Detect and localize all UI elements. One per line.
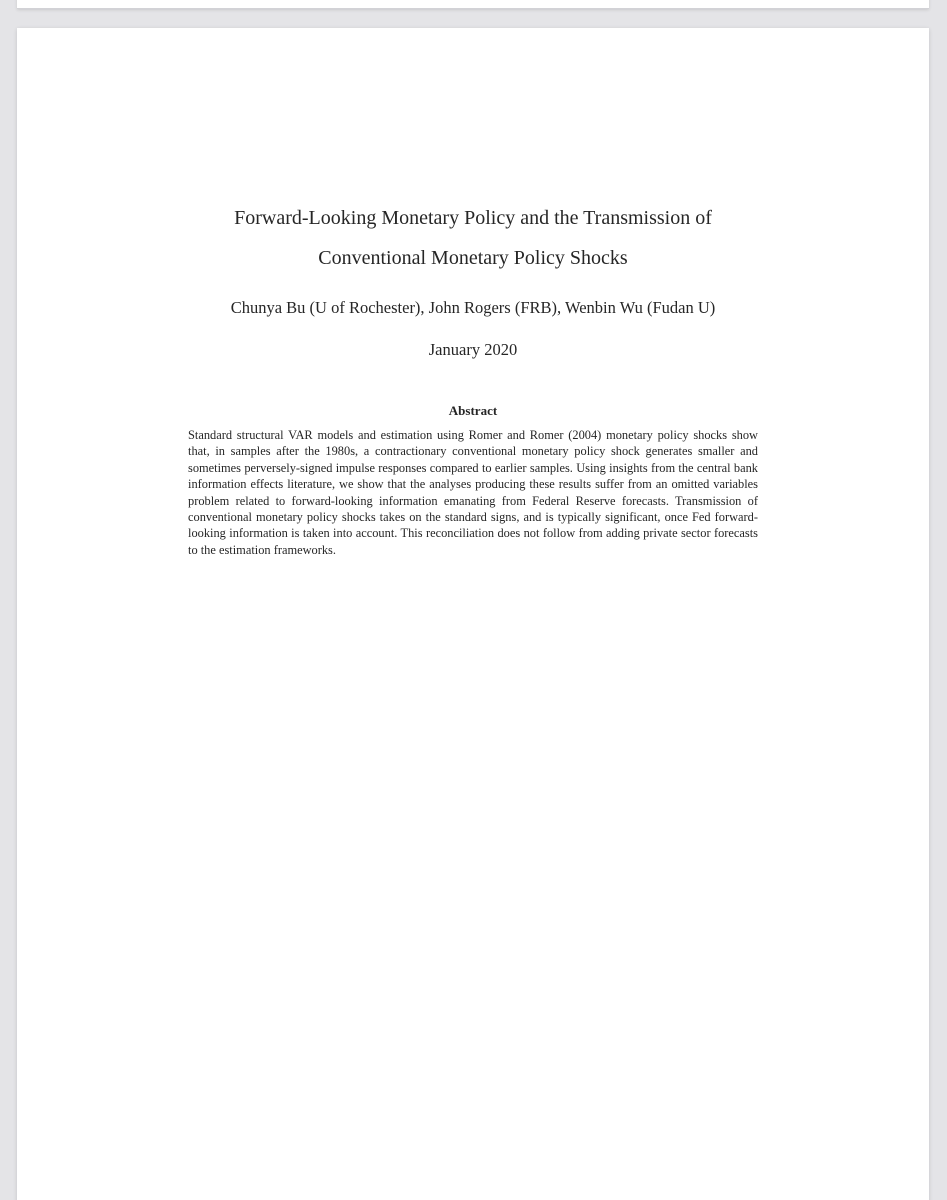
paper-date: January 2020 xyxy=(428,340,518,359)
paper-authors: Chunya Bu (U of Rochester), John Rogers (FRB), Wenbin Wu (Fudan U) xyxy=(230,298,716,317)
paper-title-line-1: Forward-Looking Monetary Policy and the Transmission of xyxy=(234,207,712,229)
abstract-heading: Abstract xyxy=(448,403,498,418)
previous-page-edge xyxy=(17,0,929,9)
abstract-text: Standard structural VAR models and estimation using Romer and Romer (2004) monetary policy shocks show that, in samples after the 1980s, a contractionary conventional monetary policy shock generates smaller and sometimes perversely-signed impulse responses compared to earlier samples. Using insights from the central bank information effects literature, we show that the analyses producing these results suffer from an omitted variables problem related to forward-looking information emanating from Federal Reserve forecasts. Transmission of conventional monetary policy shocks takes on the standard signs, and is typically significant, once Fed forward-looking information is taken into account. This reconciliation does not follow from adding private sector forecasts to the estimation frameworks. xyxy=(188,428,758,557)
document-page[interactable] xyxy=(17,28,929,1200)
paper-title xyxy=(17,198,929,278)
paper-title-line-2: Conventional Monetary Policy Shocks xyxy=(318,247,628,269)
